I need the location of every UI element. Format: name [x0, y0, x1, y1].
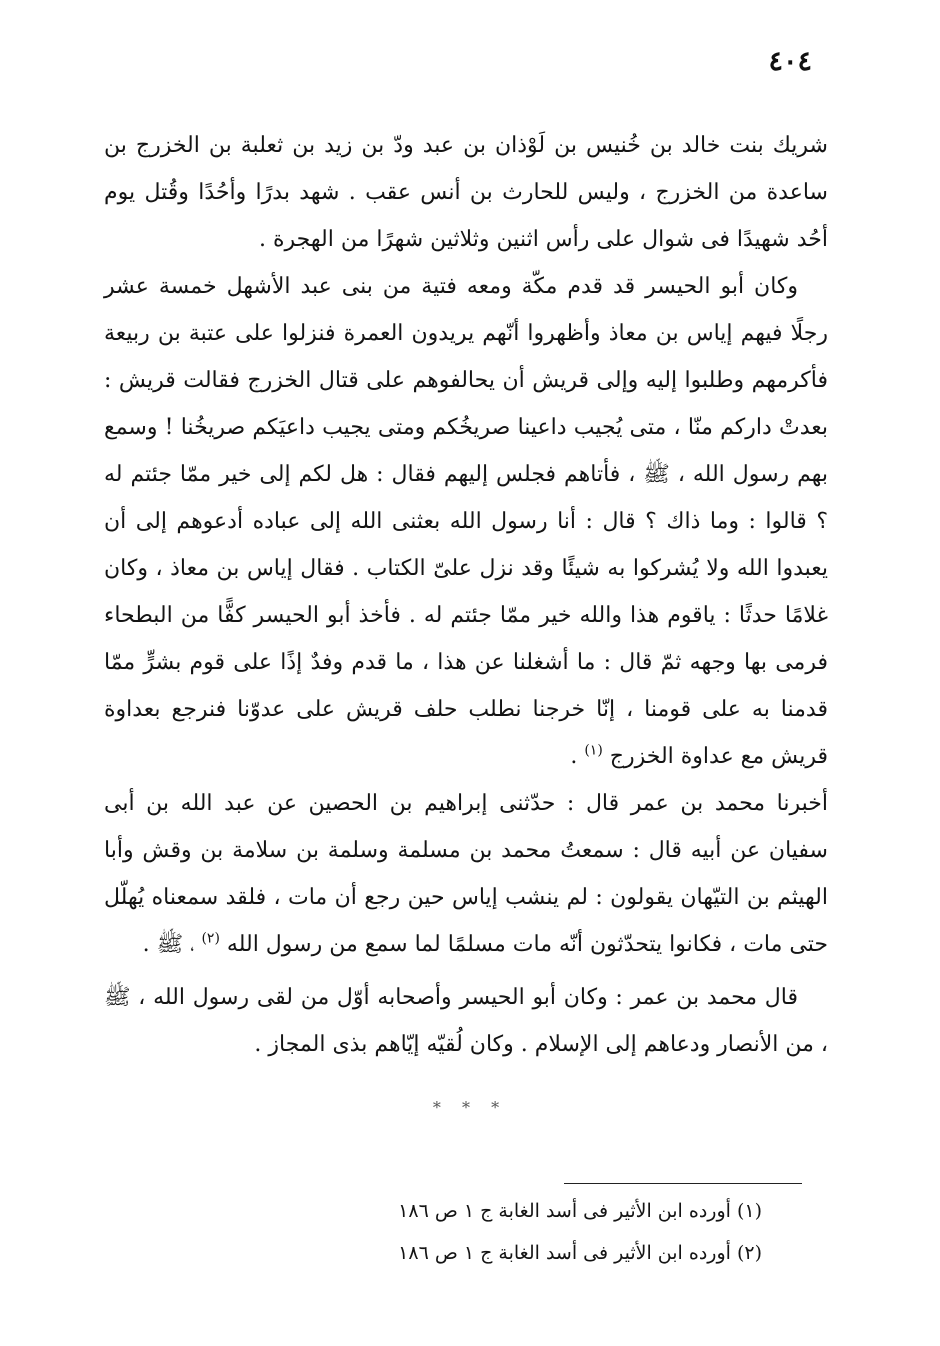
paragraph-3	[104, 780, 828, 968]
main-text	[104, 122, 828, 1068]
page-number: ٤٠٤	[768, 46, 812, 77]
footnotes	[282, 1190, 762, 1274]
paragraph-3-text: أخبرنا محمد بن عمر قال : حدّثنى إبراهيم بن الحصين عن عبد الله بن أبى سفيان عن أبيه قال : سمعتُ محمد بن مسلمة وسلمة بن سلامة بن وقش وأبا الهيثم بن التيّهان يقولون : لم ينشب إياس حين رجع أن مات ، فلقد سمعناه يُهلّل حتى مات ، فكانوا يتحدّثون أنّه مات مسلمًا لما سمع من رسول الله	[104, 791, 829, 957]
paragraph-2	[104, 263, 828, 780]
paragraph-1-text: شريك بنت خالد بن خُنيس بن لَوْذان بن عبد ودّ بن زيد بن ثعلبة بن الخزرج بن ساعدة من الخزرج ، وليس للحارث بن أنس عقب . شهد بدرًا وأحُدًا وقُتل يوم أحُد شهيدًا فى شوال على رأس اثنين وثلاثين شهرًا من الهجرة .	[104, 133, 828, 252]
footnote-2: (٢) أورده ابن الأثير فى أسد الغابة ج ١ ص ١٨٦	[398, 1242, 762, 1264]
section-separator: * * *	[432, 1098, 508, 1117]
footnote-ref-2[interactable]: (٢)	[201, 930, 220, 947]
paragraph-4	[104, 974, 828, 1068]
footnote-1: (١) أورده ابن الأثير فى أسد الغابة ج ١ ص ١٨٦	[398, 1200, 762, 1222]
footnote-divider	[564, 1183, 802, 1184]
paragraph-2-ending: .	[570, 744, 585, 769]
paragraph-1	[104, 122, 828, 263]
paragraph-4-text: قال محمد بن عمر : وكان أبو الحيسر وأصحابه أوّل من لقى رسول الله ، ﷺ ، من الأنصار ودعاهم إلى الإسلام . وكان لُقيّه إيّاهم بذى المجاز .	[104, 985, 828, 1057]
footnote-ref-1[interactable]: (١)	[584, 742, 603, 759]
paragraph-2-text: وكان أبو الحيسر قد قدم مكّة ومعه فتية من بنى عبد الأشهل خمسة عشر رجلًا فيهم إياس بن معاذ وأظهروا أنّهم يريدون العمرة فنزلوا على عتبة بن ربيعة فأكرمهم وطلبوا إليه وإلى قريش أن يحالفوهم على قتال الخزرج فقالت قريش : بعدتْ داركم منّا ، متى يُجيب داعينا صريخُكم ومتى يجيب داعيَكم صريخُنا ! وسمع بهم رسول الله ، ﷺ ، فأتاهم فجلس إليهم فقال : هل لكم إلى خير ممّا جئتم له ؟ قالوا : وما ذاك ؟ قال : أنا رسول الله بعثنى الله إلى عباده أدعوهم إلى أن يعبدوا الله ولا يُشركوا به شيئًا وقد نزل علىّ الكتاب . فقال إياس بن معاذ ، وكان غلامًا حدثًا : ياقوم هذا والله خير ممّا جئتم له . فأخذ أبو الحيسر كفًّا من البطحاء فرمى بها وجهه ثمّ قال : ما أشغلنا عن هذا ، ما قدم وفدٌ إذًا على قوم بشرٍّ ممّا قدمنا به على قومنا ، إنّا خرجنا نطلب حلف قريش على عدوّنا فنرجع بعداوة قريش مع عداوة الخزرج	[104, 274, 828, 769]
paragraph-3-ending: ، ﷺ .	[142, 932, 202, 957]
